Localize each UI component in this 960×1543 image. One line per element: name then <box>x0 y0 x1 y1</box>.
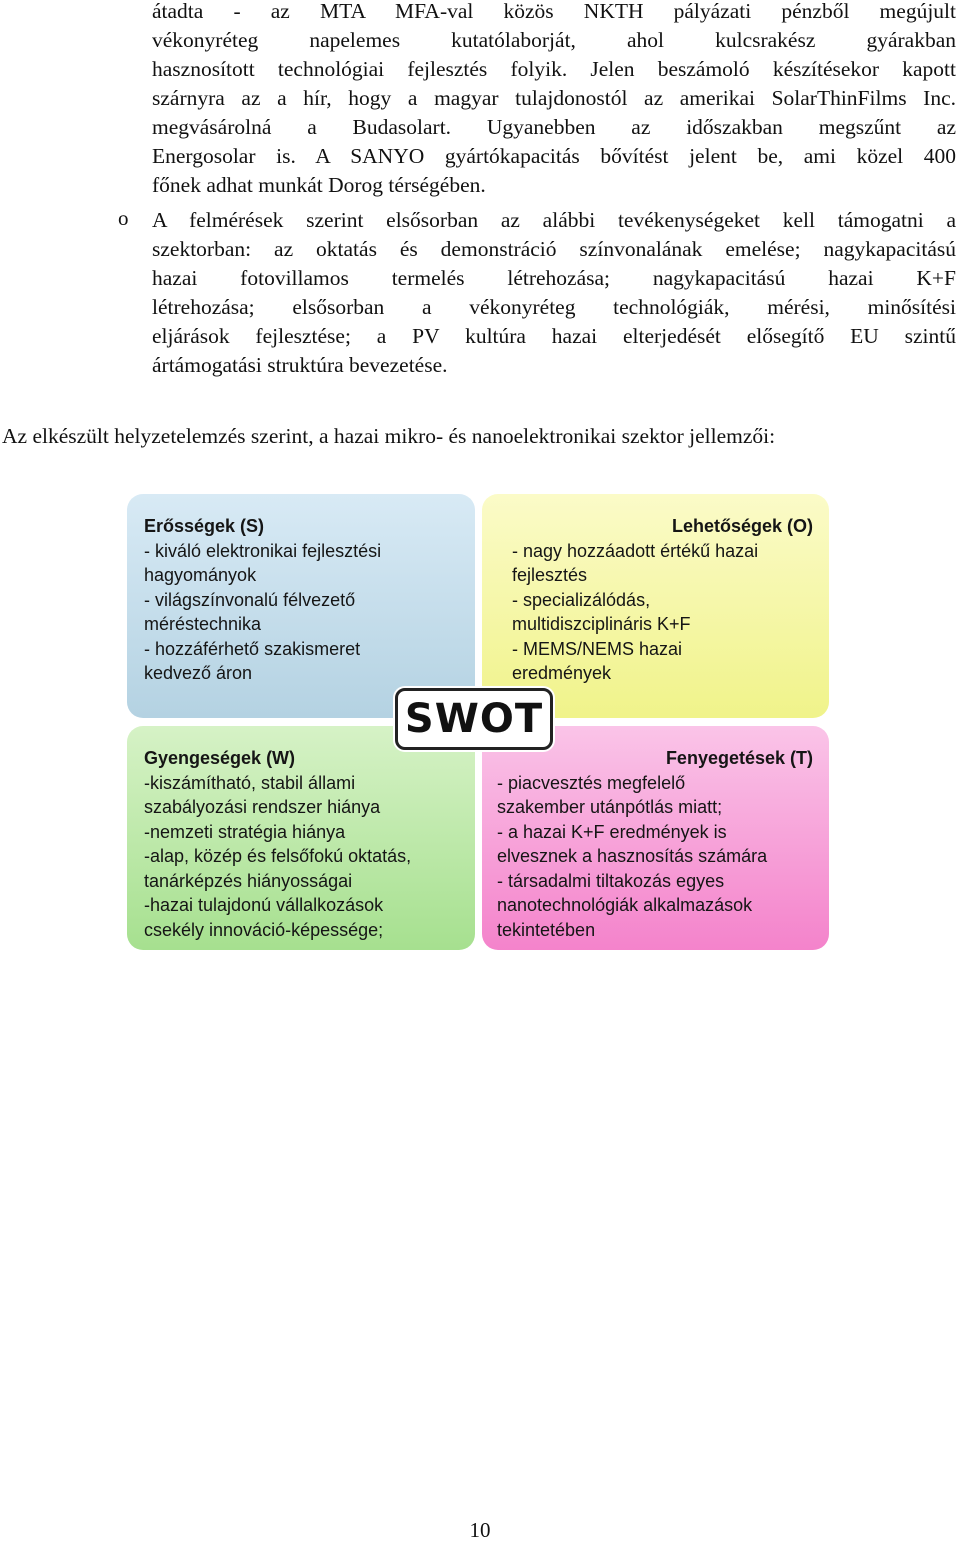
text-line: megvásárolná a Budasolart. Ugyanebben az időszakban megszűnt az <box>152 115 956 139</box>
strengths-list <box>144 539 459 686</box>
list-item: multidiszciplináris K+F <box>512 614 691 634</box>
text-line: Energosolar is. A SANYO gyártókapacitás bővítést jelent be, ami közel 400 <box>152 144 956 168</box>
list-item: - nagy hozzáadott értékű hazai <box>512 540 759 561</box>
text-line: létrehozása; elsősorban a vékonyréteg technológiák, mérési, minősítési <box>152 295 956 319</box>
opportunities-title: Lehetőségek (O) <box>671 516 813 536</box>
weaknesses-title: Gyengeségek (W) <box>144 748 296 768</box>
list-item: eredmények <box>512 663 612 683</box>
list-item: -kiszámítható, stabil állami <box>144 772 356 793</box>
text-line: ártámogatási struktúra bevezetése. <box>152 353 448 377</box>
list-item: - MEMS/NEMS hazai <box>512 638 683 659</box>
text-line: átadta - az MTA MFA-val közös NKTH pályázati pénzből megújult <box>152 0 956 23</box>
list-item: tanárképzés hiányosságai <box>144 870 353 891</box>
text-line: főnek adhat munkát Dorog térségében. <box>152 173 486 197</box>
list-item: csekély innováció-képessége; <box>144 919 384 940</box>
text-line: szektorban: az oktatás és demonstráció színvonalának emelése; nagykapacitású <box>152 237 956 261</box>
swot-weaknesses <box>127 726 475 950</box>
intro-paragraph <box>152 0 956 200</box>
summary-heading: Az elkészült helyzetelemzés szerint, a hazai mikro- és nanoelektronikai szektor jellemzői: <box>2 424 776 448</box>
list-item: szakember utánpótlás miatt; <box>497 797 723 817</box>
list-item: -alap, közép és felsőfokú oktatás, <box>144 846 412 866</box>
bullet-marker: o <box>118 206 129 230</box>
swot-threats <box>482 726 829 950</box>
list-item: - a hazai K+F eredmények is <box>497 821 727 842</box>
list-item: - hozzáférhető szakismeret <box>144 638 361 659</box>
list-item: - specializálódás, <box>512 589 651 610</box>
list-item: - piacvesztés megfelelő <box>497 772 686 793</box>
threats-list <box>497 771 813 943</box>
swot-opportunities <box>482 494 829 718</box>
bullet-paragraph <box>152 206 956 380</box>
list-item: fejlesztés <box>512 565 588 585</box>
text-line: vékonyréteg napelemes kutatólaborját, ahol kulcsrakész gyárakban <box>152 28 956 52</box>
list-item: - világszínvonalú félvezető <box>144 589 356 610</box>
list-item: szabályozási rendszer hiánya <box>144 797 381 817</box>
page-number: 10 <box>469 1518 491 1542</box>
text-line: szárnyra az a hír, hogy a magyar tulajdonostól az amerikai SolarThinFilms Inc. <box>152 86 956 110</box>
list-item: -hazai tulajdonú vállalkozások <box>144 895 384 915</box>
opportunities-list <box>512 539 813 686</box>
threats-title: Fenyegetések (T) <box>665 748 813 768</box>
text-line: hazai fotovillamos termelés létrehozása; nagykapacitású hazai K+F <box>152 266 956 290</box>
list-item: hagyományok <box>144 565 257 585</box>
weaknesses-list <box>144 771 459 943</box>
list-item: elvesznek a hasznosítás számára <box>497 846 768 866</box>
swot-badge: SWOT <box>395 688 553 750</box>
list-item: méréstechnika <box>144 614 262 634</box>
list-item: -nemzeti stratégia hiánya <box>144 821 346 842</box>
strengths-title: Erősségek (S) <box>144 516 265 536</box>
text-line: eljárások fejlesztése; a PV kultúra hazai elterjedését elősegítő EU szintű <box>152 324 956 348</box>
text-line: hasznosított technológiai fejlesztés folyik. Jelen beszámoló készítésekor kapott <box>152 57 956 81</box>
list-item: - kiváló elektronikai fejlesztési <box>144 540 382 561</box>
swot-strengths <box>127 494 475 718</box>
text-line: A felmérések szerint elsősorban az alábbi tevékenységeket kell támogatni a <box>152 208 956 232</box>
list-item: tekintetében <box>497 919 596 940</box>
list-item: - társadalmi tiltakozás egyes <box>497 870 725 891</box>
swot-diagram <box>127 494 829 950</box>
list-item: kedvező áron <box>144 663 253 683</box>
list-item: nanotechnológiák alkalmazások <box>497 895 753 915</box>
